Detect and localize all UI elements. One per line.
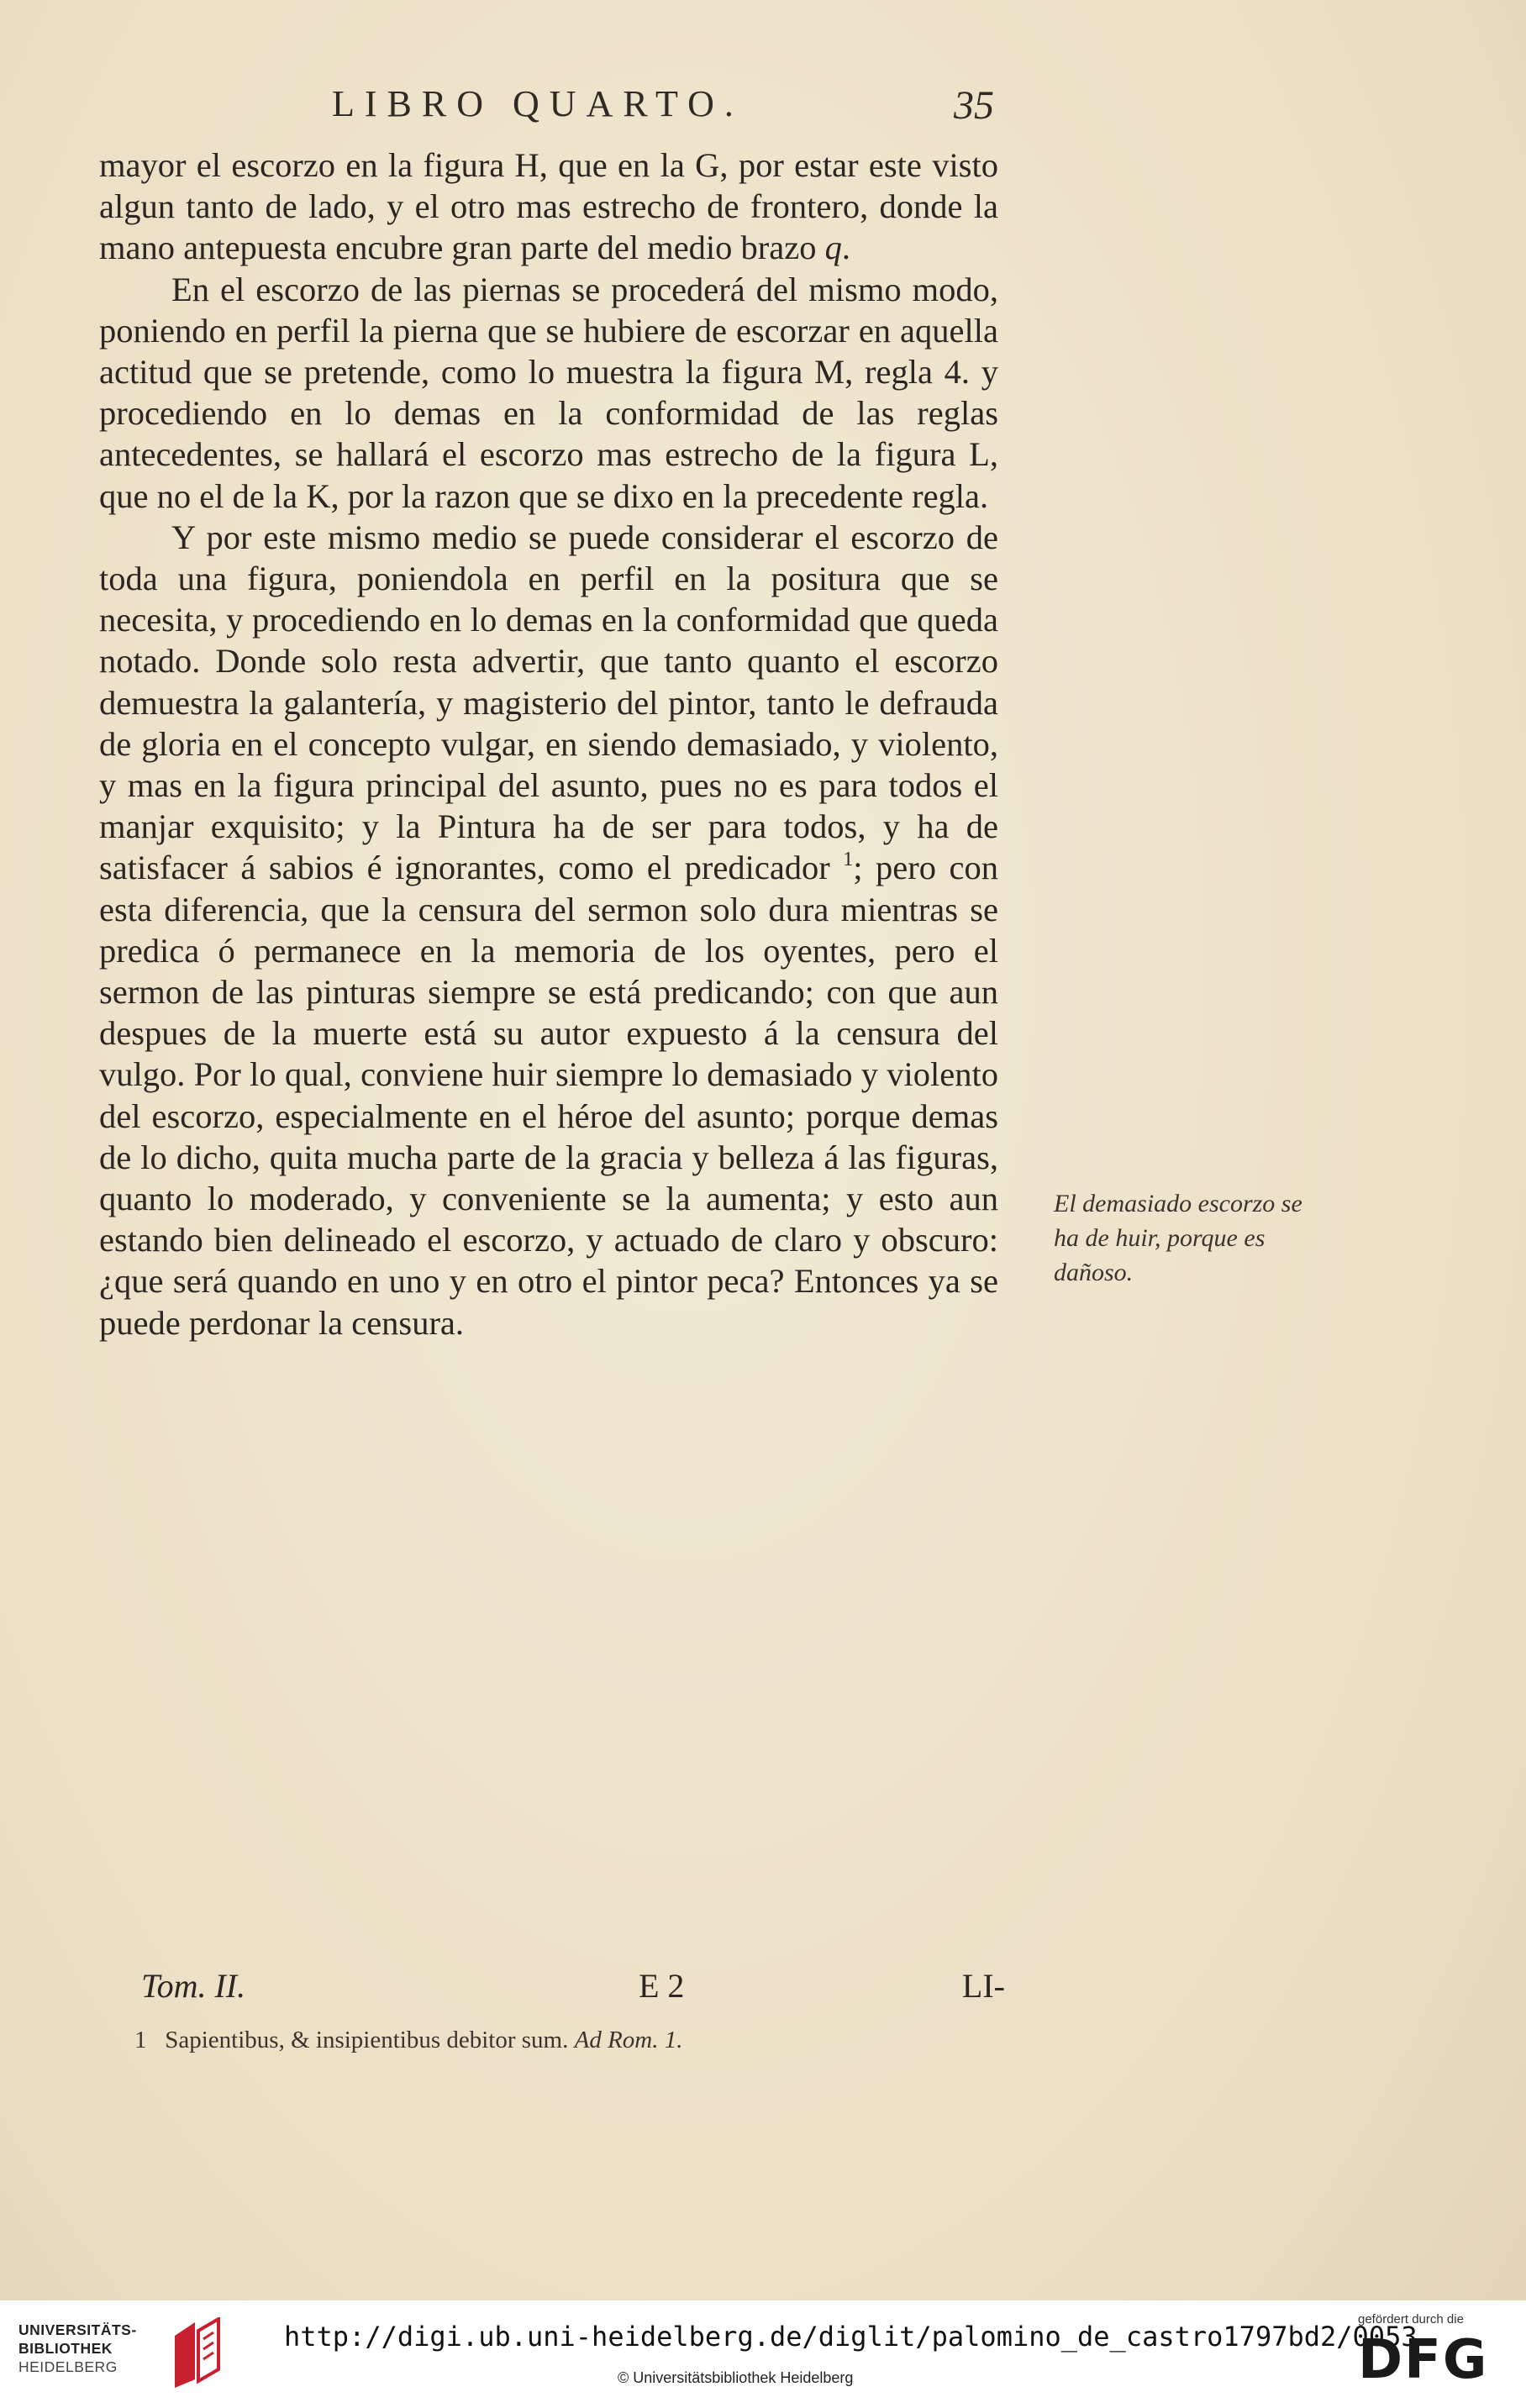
footnote-number: 1 <box>134 2027 147 2053</box>
page-number: 35 <box>954 83 994 128</box>
catchword: LI- <box>961 1967 1005 2005</box>
signature-line <box>141 1966 1005 2016</box>
library-logo-icon <box>166 2317 229 2388</box>
paragraph-2 <box>99 269 998 517</box>
text-run: . <box>841 229 850 267</box>
library-logo-text: UNIVERSITÄTS- BIBLIOTHEK HEIDELBERG <box>18 2321 137 2375</box>
footnote-reference: Ad Rom. 1. <box>574 2027 683 2053</box>
italic-run: q <box>824 229 842 267</box>
footnote-ref-mark: 1 <box>843 849 854 871</box>
volume-mark: Tom. II. <box>141 1967 246 2005</box>
footnote-text: Sapientibus, & insipientibus debitor sum. <box>165 2027 569 2053</box>
text-run: Y por este mismo medio se puede considerar el escorzo de toda una figura, poniendola en perfil en la positura que se necesita, y procediendo en lo demas en la conformidad que queda notado. Donde solo resta advertir, que tanto quanto el escorzo demuestra la galantería, y magisterio del pintor, tanto le defrauda de gloria en el concepto vulgar, en siendo demasiado, y violento, y mas en la figura principal del asunto, pues no es para todos el manjar exquisito; y la Pintura ha de ser para todos, y ha de satisfacer á sabios é ignorantes, como el predicador <box>99 518 998 887</box>
paragraph-3 <box>99 517 998 1343</box>
dfg-logo: DFG <box>1358 2329 1489 2391</box>
footnote <box>134 2027 682 2054</box>
paragraph-1 <box>99 145 998 269</box>
copyright-notice: © Universitätsbibliothek Heidelberg <box>618 2369 854 2386</box>
text-run: mayor el escorzo en la figura H, que en la G, por estar este visto algun tanto de lado, y el otro mas estrecho de frontero, donde la mano antepuesta encubre gran parte del medio brazo <box>99 146 998 267</box>
body-text <box>99 145 998 1343</box>
margin-note: El demasiado escorzo se ha de huir, porque es dañoso. <box>1054 1190 1302 1286</box>
text-run: En el escorzo de las piernas se procederá del mismo modo, poniendo en perfil la pierna que se hubiere de escorzar en aquella actitud que se pretende, como lo muestra la figura M, regla 4. y procediendo en lo demas en la conformidad de las reglas antecedentes, se hallará el escorzo mas estrecho de la figura L, que no el de la K, por la razon que se dixo en la precedente regla. <box>99 270 998 515</box>
credit-bar <box>0 2300 1526 2408</box>
funder-label: gefördert durch die <box>1358 2312 1464 2327</box>
running-title: LIBRO QUARTO. <box>332 83 744 124</box>
permalink-url[interactable]: http://digi.ub.uni-heidelberg.de/diglit/palomino_de_castro1797bd2/0053 <box>284 2321 1418 2353</box>
signature-mark: E 2 <box>639 1967 685 2005</box>
text-run: ; pero con esta diferencia, que la censura del sermon solo dura mientras se predica ó permanece en la memoria de los oyentes, pero el sermon de las pinturas siempre se está predicando; con que aun despues de la muerte está su autor expuesto á la censura del vulgo. Por lo qual, conviene huir siempre lo demasiado y violento del escorzo, especialmente en el héroe del asunto; porque demas de lo dicho, quita mucha parte de la gracia y belleza á las figuras, quanto lo moderado, y conveniente se la aumenta; y esto aun estando bien delineado el escorzo, y actuado de claro y obscuro: ¿que será quando en uno y en otro el pintor peca? Entonces ya se puede perdonar la censura. <box>99 849 998 1342</box>
